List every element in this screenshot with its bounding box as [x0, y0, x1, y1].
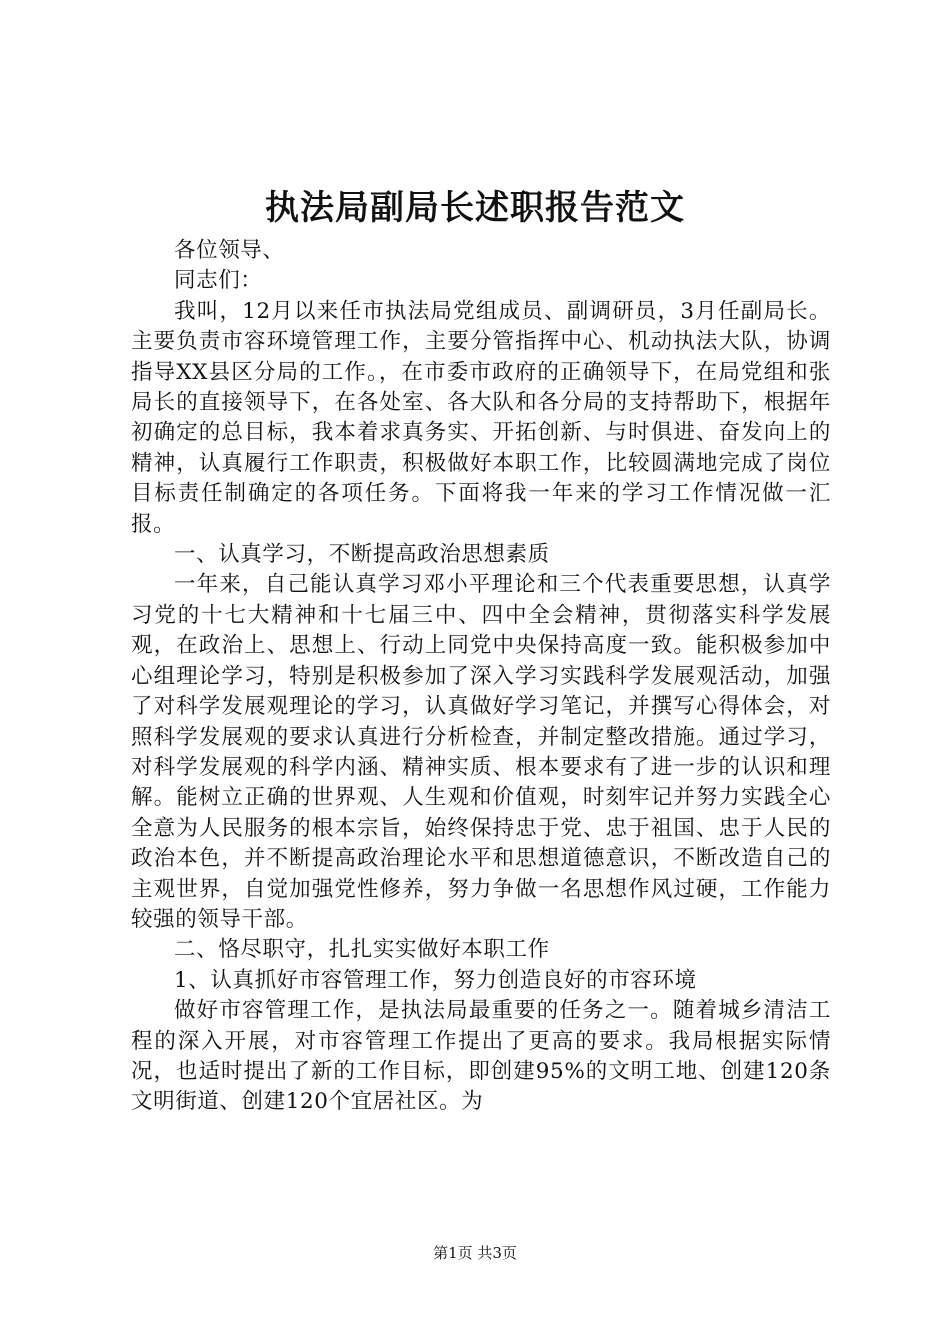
document-title: 执法局副局长述职报告范文: [265, 188, 685, 228]
salutation-line-2: 同志们：: [174, 268, 263, 294]
page-number-current: 第1页: [433, 1244, 473, 1262]
intro-paragraph: 我叫，12月以来任市执法局党组成员、副调研员，3月任副局长。主要负责市容环境管理工作，主要分管指挥中心、机动执法大队，协调指导XX县区分局的工作。，在市委市政府的正确领导下，在局党组和张局长的直接领导下，在各处室、各大队和各分局的支持帮助下，根据年初确定的总目标，我本着求真务实、开拓创新、与时俱进、奋发向上的精神，认真履行工作职责，积极做好本职工作，比较圆满地完成了岗位目标责任制确定的各项任务。下面将我一年来的学习工作情况做一汇报。: [131, 298, 831, 537]
subsection-heading-2-1: 1、认真抓好市容管理工作，努力创造良好的市容环境: [174, 967, 697, 993]
subsection-2-1-paragraph: 做好市容管理工作，是执法局最重要的任务之一。随着城乡清洁工程的深入开展，对市容管理工作提出了更高的要求。我局根据实际情况，也适时提出了新的工作目标，即创建95%的文明工地、创建120条文明街道、创建120个宜居社区。为: [131, 998, 831, 1115]
section-heading-2: 二、恪尽职守，扎扎实实做好本职工作: [174, 937, 550, 963]
section-1-paragraph: 一年来，自己能认真学习邓小平理论和三个代表重要思想，认真学习党的十七大精神和十七届三中、四中全会精神，贯彻落实科学发展观，在政治上、思想上、行动上同党中央保持高度一致。能积极参加中心组理论学习，特别是积极参加了深入学习实践科学发展观活动，加强了对科学发展观理论的学习，认真做好学习笔记，并撰写心得体会，对照科学发展观的要求认真进行分析检查，并制定整改措施。通过学习，对科学发展观的科学内涵、精神实质、根本要求有了进一步的认识和理解。能树立正确的世界观、人生观和价值观，时刻牢记并努力实践全心全意为人民服务的根本宗旨，始终保持忠于党、忠于祖国、忠于人民的政治本色，并不断提高政治理论水平和思想道德意识，不断改造自己的主观世界，自觉加强党性修养，努力争做一名思想作风过硬，工作能力较强的领导干部。: [131, 572, 831, 932]
document-body: [131, 236, 831, 1118]
salutation-line-1: 各位领导、: [174, 238, 285, 263]
page-footer: [0, 1243, 950, 1263]
page-number-total: 共3页: [477, 1244, 517, 1262]
section-heading-1: 一、认真学习，不断提高政治思想素质: [174, 542, 550, 568]
